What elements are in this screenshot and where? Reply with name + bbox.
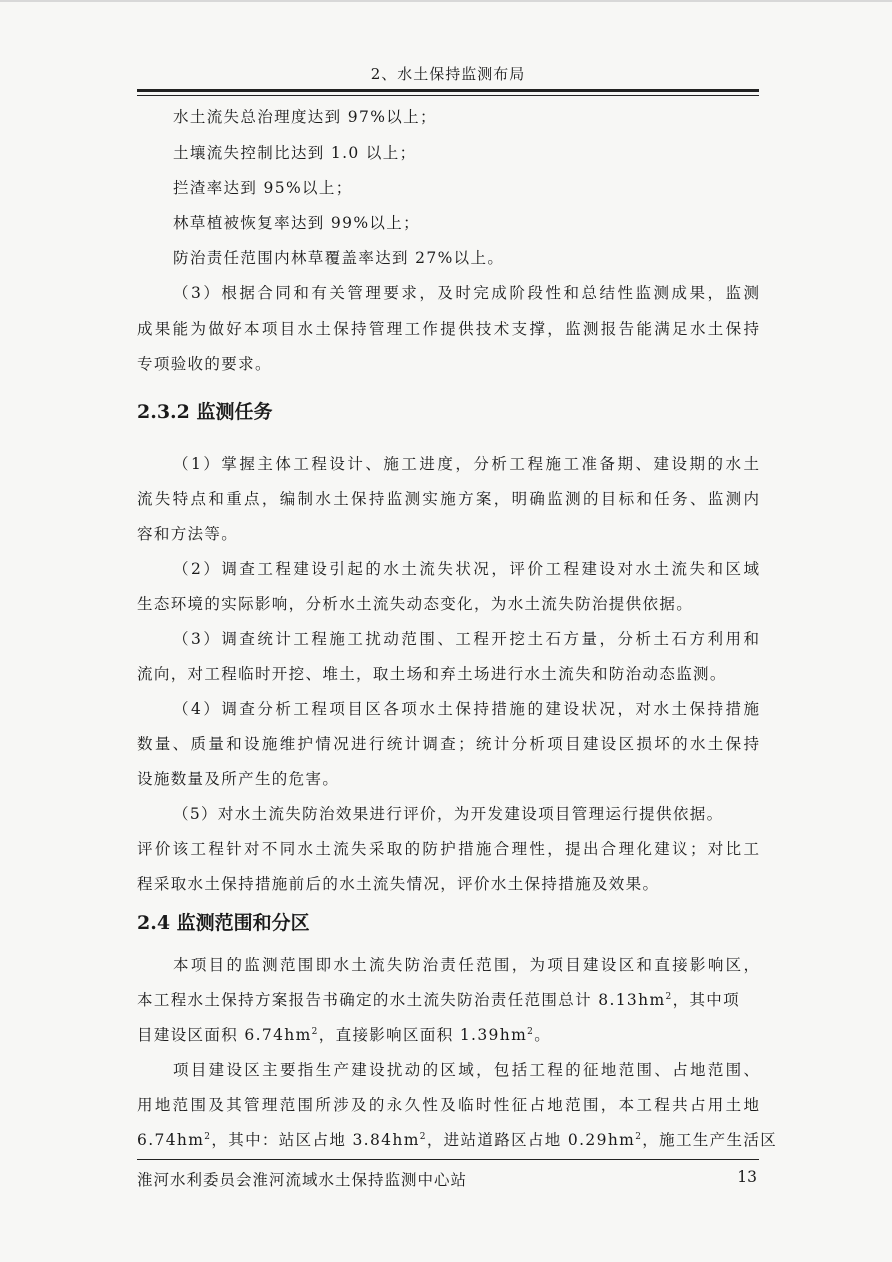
task-line: 流失特点和重点，编制水土保持监测实施方案，明确监测的目标和任务、监测内 (137, 490, 759, 508)
section-heading-2-3-2: 2.3.2 监测任务 (137, 401, 273, 423)
range-text: 。 (534, 1026, 552, 1044)
range-line: 项目建设区主要指生产建设扰动的区域，包括工程的征地范围、占地范围、 (173, 1061, 759, 1079)
section-heading-2-4: 2.4 监测范围和分区 (137, 912, 310, 934)
range-line (137, 1025, 551, 1045)
criteria-line: 林草植被恢复率达到 99%以上； (173, 214, 420, 232)
task-line: （1）掌握主体工程设计、施工进度，分析工程施工准备期、建设期的水土 (173, 455, 759, 473)
superscript: 2 (311, 1026, 319, 1037)
superscript: 2 (527, 1026, 535, 1037)
running-header: 2、水土保持监测布局 (370, 65, 526, 83)
header-rule-thick (137, 89, 759, 92)
range-text: ，其中项 (672, 991, 741, 1009)
range-line: 用地范围及其管理范围所涉及的永久性及临时性征占地范围，本工程共占用土地 (137, 1096, 759, 1114)
range-text: 本工程水土保持方案报告书确定的水土流失防治责任范围总计 8.13hm (137, 991, 666, 1009)
superscript: 2 (635, 1131, 643, 1142)
criteria-line: 土壤流失控制比达到 1.0 以上； (173, 144, 417, 162)
page-top-edge (0, 0, 892, 2)
range-line (137, 1130, 777, 1150)
task-line: 生态环境的实际影响，分析水土流失动态变化，为水土流失防治提供依据。 (137, 595, 694, 613)
range-text: 6.74hm (137, 1131, 205, 1149)
task-line: 流向，对工程临时开挖、堆土，取土场和弃土场进行水土流失和防治动态监测。 (137, 665, 727, 683)
page-number: 13 (737, 1168, 757, 1186)
criteria-line: 水土流失总治理度达到 97%以上； (173, 108, 437, 126)
task-line: （4）调查分析工程项目区各项水土保持措施的建设状况，对水土保持措施 (173, 700, 759, 718)
criteria-line: 防治责任范围内林草覆盖率达到 27%以上。 (173, 249, 505, 267)
range-text: ，其中：站区占地 3.84hm (211, 1131, 420, 1149)
header-rule-thin (137, 95, 759, 96)
range-text: ，施工生产生活区 (642, 1131, 778, 1149)
task-line: （5）对水土流失防治效果进行评价，为开发建设项目管理运行提供依据。 (173, 805, 724, 823)
task-line: 数量、质量和设施维护情况进行统计调查；统计分析项目建设区损坏的水土保持 (137, 735, 759, 753)
paragraph-line: 专项验收的要求。 (137, 355, 272, 373)
footer-organization: 淮河水利委员会淮河流域水土保持监测中心站 (137, 1171, 468, 1189)
task-line: 容和方法等。 (137, 525, 239, 543)
superscript: 2 (419, 1131, 427, 1142)
range-line (137, 990, 740, 1010)
paragraph-line: 成果能为做好本项目水土保持管理工作提供技术支撑，监测报告能满足水土保持 (137, 320, 759, 338)
footer-rule (137, 1159, 759, 1160)
task-line: 设施数量及所产生的危害。 (137, 770, 340, 788)
range-line: 本项目的监测范围即水土流失防治责任范围，为项目建设区和直接影响区， (173, 956, 759, 974)
paragraph-line: （3）根据合同和有关管理要求，及时完成阶段性和总结性监测成果，监测 (173, 284, 759, 302)
criteria-line: 拦渣率达到 95%以上； (173, 179, 353, 197)
superscript: 2 (204, 1131, 212, 1142)
range-text: 目建设区面积 6.74hm (137, 1026, 312, 1044)
task-line: （3）调查统计工程施工扰动范围、工程开挖土石方量，分析土石方利用和 (173, 630, 759, 648)
task-line: 程采取水土保持措施前后的水土流失情况，评价水土保持措施及效果。 (137, 875, 660, 893)
task-line: （2）调查工程建设引起的水土流失状况，评价工程建设对水土流失和区域 (173, 560, 759, 578)
superscript: 2 (665, 991, 673, 1002)
range-text: ，进站道路区占地 0.29hm (426, 1131, 636, 1149)
task-line: 评价该工程针对不同水土流失采取的防护措施合理性，提出合理化建议；对比工 (137, 840, 759, 858)
range-text: ，直接影响区面积 1.39hm (318, 1026, 528, 1044)
